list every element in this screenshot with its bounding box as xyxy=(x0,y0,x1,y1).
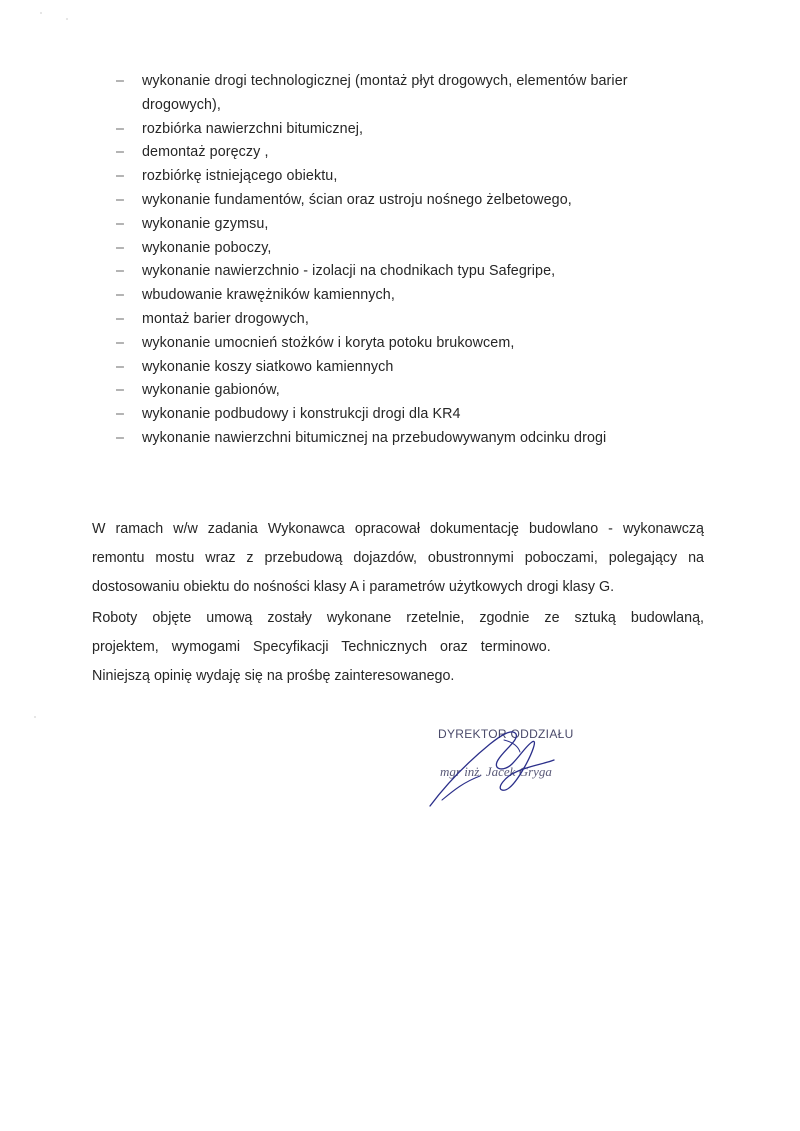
list-item xyxy=(116,260,676,284)
bullet-dash: – xyxy=(116,73,125,89)
bullet-dash: – xyxy=(116,120,125,137)
paragraph-works-quality: Roboty objęte umową zostały wykonane rzetelnie, zgodnie ze sztuką budowlaną, projektem, wymogami Specyfikacji Technicznych oraz terminowo. xyxy=(92,610,704,655)
list-item xyxy=(116,141,676,165)
list-item-text: wykonanie gzymsu, xyxy=(142,215,269,232)
list-item-text: wykonanie gabionów, xyxy=(142,382,280,399)
list-item xyxy=(116,189,676,213)
stamp-title: DYREKTOR ODDZIAŁU xyxy=(438,727,574,741)
bullet-dash: – xyxy=(116,334,125,351)
bullet-dash: – xyxy=(116,215,125,232)
bullet-dash: – xyxy=(116,406,125,423)
list-item-text: wykonanie drogi technologicznej (montaż płyt drogowych, elementów barier xyxy=(142,73,628,89)
stamp-name: mgr inż. Jacek Gryga xyxy=(440,764,552,779)
bullet-dash: – xyxy=(116,358,125,375)
list-item-text: wykonanie koszy siatkowo kamiennych xyxy=(142,358,394,375)
bullet-dash: – xyxy=(116,310,125,327)
list-item-continuation xyxy=(116,94,676,118)
list-item-text: demontaż poręczy , xyxy=(142,144,269,161)
list-item-text: wykonanie nawierzchnio - izolacji na chodnikach typu Safegripe, xyxy=(142,263,556,280)
list-item-text: wykonanie umocnień stożków i koryta potoku brukowcem, xyxy=(142,334,515,351)
list-item-text: drogowych), xyxy=(142,96,221,113)
list-item xyxy=(116,165,676,189)
list-item-text: wbudowanie krawężników kamiennych, xyxy=(142,287,395,304)
paragraph-project-scope: W ramach w/w zadania Wykonawca opracował dokumentację budowlano - wykonawczą remontu mostu wraz z przebudową dojazdów, obustronnymi poboczami, polegający na dostosowaniu obiektu do nośności klasy A i parametrów użytkowych drogi klasy G. xyxy=(92,521,704,595)
list-item xyxy=(116,284,676,308)
handwritten-signature xyxy=(420,720,610,815)
list-item xyxy=(116,237,676,261)
bullet-dash: – xyxy=(116,144,125,161)
list-item-text: rozbiórkę istniejącego obiektu, xyxy=(142,168,338,185)
list-item xyxy=(116,356,676,380)
bullet-dash: – xyxy=(116,263,125,280)
bullet-dash: – xyxy=(116,287,125,304)
list-item xyxy=(116,70,676,94)
paragraph-closing: Niniejszą opinię wydaję się na prośbę zainteresowanego. xyxy=(92,668,455,684)
list-item xyxy=(116,332,676,356)
list-item xyxy=(116,308,676,332)
list-item xyxy=(116,427,676,451)
list-item xyxy=(116,379,676,403)
list-item-text: rozbiórka nawierzchni bitumicznej, xyxy=(142,120,364,137)
list-item-text: wykonanie nawierzchni bitumicznej na przebudowywanym odcinku drogi xyxy=(142,429,607,446)
bullet-dash: – xyxy=(116,382,125,399)
bullet-dash: – xyxy=(116,239,125,256)
scan-speck xyxy=(34,716,36,718)
scan-speck xyxy=(66,18,68,20)
list-item xyxy=(116,213,676,237)
list-item-text: wykonanie poboczy, xyxy=(142,239,272,256)
bullet-dash: – xyxy=(116,168,125,185)
list-item xyxy=(116,403,676,427)
signature-stamp xyxy=(420,720,610,815)
bullet-dash: – xyxy=(116,191,125,208)
list-item-text: montaż barier drogowych, xyxy=(142,310,309,327)
list-item xyxy=(116,118,676,142)
scan-speck xyxy=(40,12,42,14)
list-item-text: wykonanie podbudowy i konstrukcji drogi dla KR4 xyxy=(142,406,461,423)
list-item-text: wykonanie fundamentów, ścian oraz ustroju nośnego żelbetowego, xyxy=(142,191,572,208)
works-list xyxy=(116,70,676,451)
bullet-dash: – xyxy=(116,429,125,446)
